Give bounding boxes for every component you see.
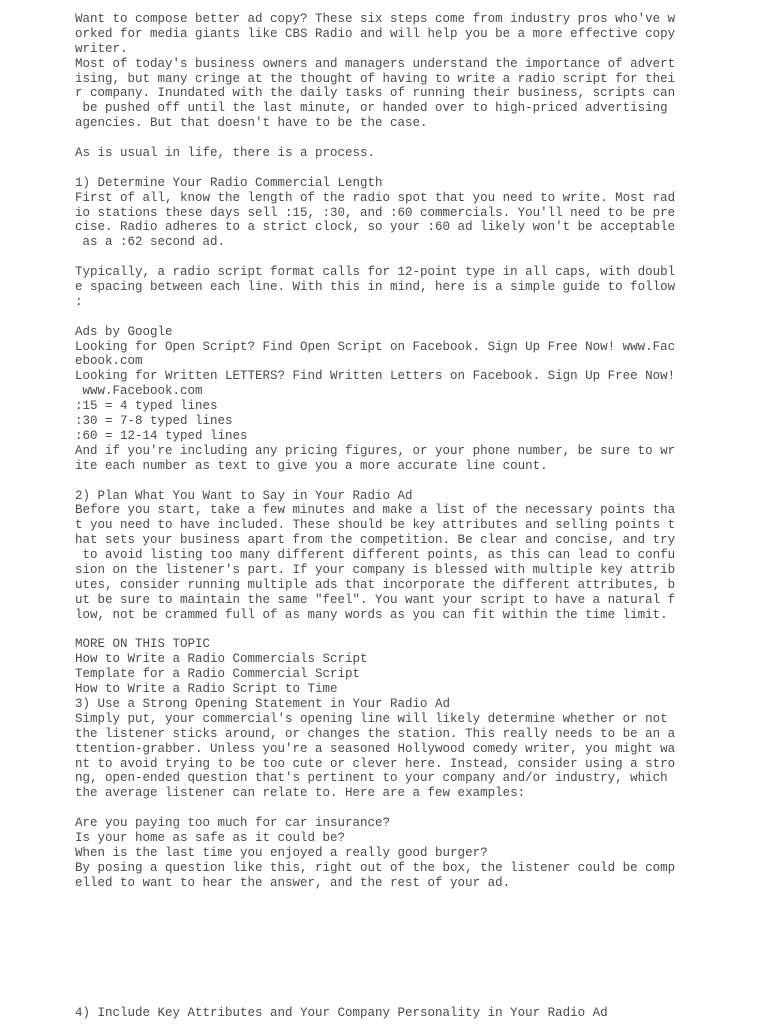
text-line: By posing a question like this, right out of the box, the listener could be comp — [75, 860, 676, 875]
section-heading-4: 4) Include Key Attributes and Your Company Personality in Your Radio Ad — [75, 1006, 608, 1020]
text-line: Are you paying too much for car insurance? — [75, 816, 391, 831]
text-line: nt to avoid trying to be too cute or clever here. Instead, consider using a stro — [75, 756, 676, 771]
text-line: :15 = 4 typed lines — [75, 399, 218, 414]
text-line — [75, 474, 685, 489]
text-line: www.Facebook.com — [75, 384, 203, 399]
text-line: elled to want to hear the answer, and the rest of your ad. — [75, 875, 511, 890]
text-line: Ads by Google — [75, 324, 173, 339]
text-line: as a :62 second ad. — [75, 235, 226, 250]
text-line: How to Write a Radio Script to Time — [75, 682, 338, 697]
text-line: the average listener can relate to. Here are a few examples: — [75, 786, 526, 801]
text-line — [75, 131, 685, 146]
text-line: orked for media giants like CBS Radio and will help you be a more effective copy — [75, 26, 676, 41]
text-line — [75, 161, 685, 176]
text-line: ut be sure to maintain the same "feel". You want your script to have a natural f — [75, 592, 676, 607]
text-line: the listener sticks around, or changes the station. This really needs to be an a — [75, 726, 676, 741]
text-line: writer. — [75, 41, 128, 56]
text-line: Is your home as safe as it could be? — [75, 830, 346, 845]
text-line: 2) Plan What You Want to Say in Your Radio Ad — [75, 488, 413, 503]
text-line: cise. Radio adheres to a strict clock, so your :60 ad likely won't be acceptable — [75, 220, 676, 235]
text-line: e spacing between each line. With this in mind, here is a simple guide to follow — [75, 280, 676, 295]
text-line: First of all, know the length of the radio spot that you need to write. Most rad — [75, 190, 676, 205]
text-line: ebook.com — [75, 354, 143, 369]
text-line: be pushed off until the last minute, or handed over to high-priced advertising — [75, 101, 668, 116]
text-line: sion on the listener's part. If your company is blessed with multiple key attrib — [75, 562, 676, 577]
text-line: Want to compose better ad copy? These six steps come from industry pros who've w — [75, 12, 676, 26]
text-line: io stations these days sell :15, :30, and :60 commercials. You'll need to be pre — [75, 205, 676, 220]
text-line: ng, open-ended question that's pertinent to your company and/or industry, which — [75, 771, 668, 786]
text-line: ising, but many cringe at the thought of having to write a radio script for thei — [75, 71, 676, 86]
text-line: 1) Determine Your Radio Commercial Length — [75, 175, 383, 190]
text-line: How to Write a Radio Commercials Script — [75, 652, 368, 667]
text-line: Simply put, your commercial's opening line will likely determine whether or not — [75, 711, 668, 726]
text-line: Template for a Radio Commercial Script — [75, 667, 361, 682]
text-line: Typically, a radio script format calls for 12-point type in all caps, with doubl — [75, 265, 676, 280]
text-line: t you need to have included. These should be key attributes and selling points t — [75, 518, 676, 533]
text-line: When is the last time you enjoyed a really good burger? — [75, 845, 488, 860]
text-line: utes, consider running multiple ads that incorporate the different attributes, b — [75, 577, 676, 592]
text-line: 3) Use a Strong Opening Statement in Your Radio Ad — [75, 696, 451, 711]
text-line: :60 = 12-14 typed lines — [75, 428, 248, 443]
text-line: ttention-grabber. Unless you're a seasoned Hollywood comedy writer, you might wa — [75, 741, 676, 756]
text-line: MORE ON THIS TOPIC — [75, 637, 211, 652]
text-line: : — [75, 294, 83, 309]
text-line: Looking for Written LETTERS? Find Written Letters on Facebook. Sign Up Free Now! — [75, 369, 676, 384]
text-line: to avoid listing too many different different points, as this can lead to confu — [75, 548, 676, 563]
text-line: :30 = 7-8 typed lines — [75, 414, 233, 429]
text-line: Looking for Open Script? Find Open Script on Facebook. Sign Up Free Now! www.Fac — [75, 339, 676, 354]
text-line: hat sets your business apart from the competition. Be clear and concise, and try — [75, 533, 676, 548]
text-line: As is usual in life, there is a process. — [75, 146, 376, 161]
text-line — [75, 250, 685, 265]
text-line: agencies. But that doesn't have to be the case. — [75, 116, 428, 131]
text-line: ite each number as text to give you a more accurate line count. — [75, 458, 548, 473]
text-line: Before you start, take a few minutes and make a list of the necessary points tha — [75, 503, 676, 518]
text-line: And if you're including any pricing figures, or your phone number, be sure to wr — [75, 443, 676, 458]
text-line: low, not be crammed full of as many words as you can fit within the time limit. — [75, 607, 668, 622]
text-line — [75, 623, 685, 638]
text-line — [75, 310, 685, 325]
text-line — [75, 801, 685, 816]
text-line: Most of today's business owners and managers understand the importance of advert — [75, 56, 676, 71]
document-body — [75, 12, 685, 891]
text-line: r company. Inundated with the daily tasks of running their business, scripts can — [75, 86, 676, 101]
